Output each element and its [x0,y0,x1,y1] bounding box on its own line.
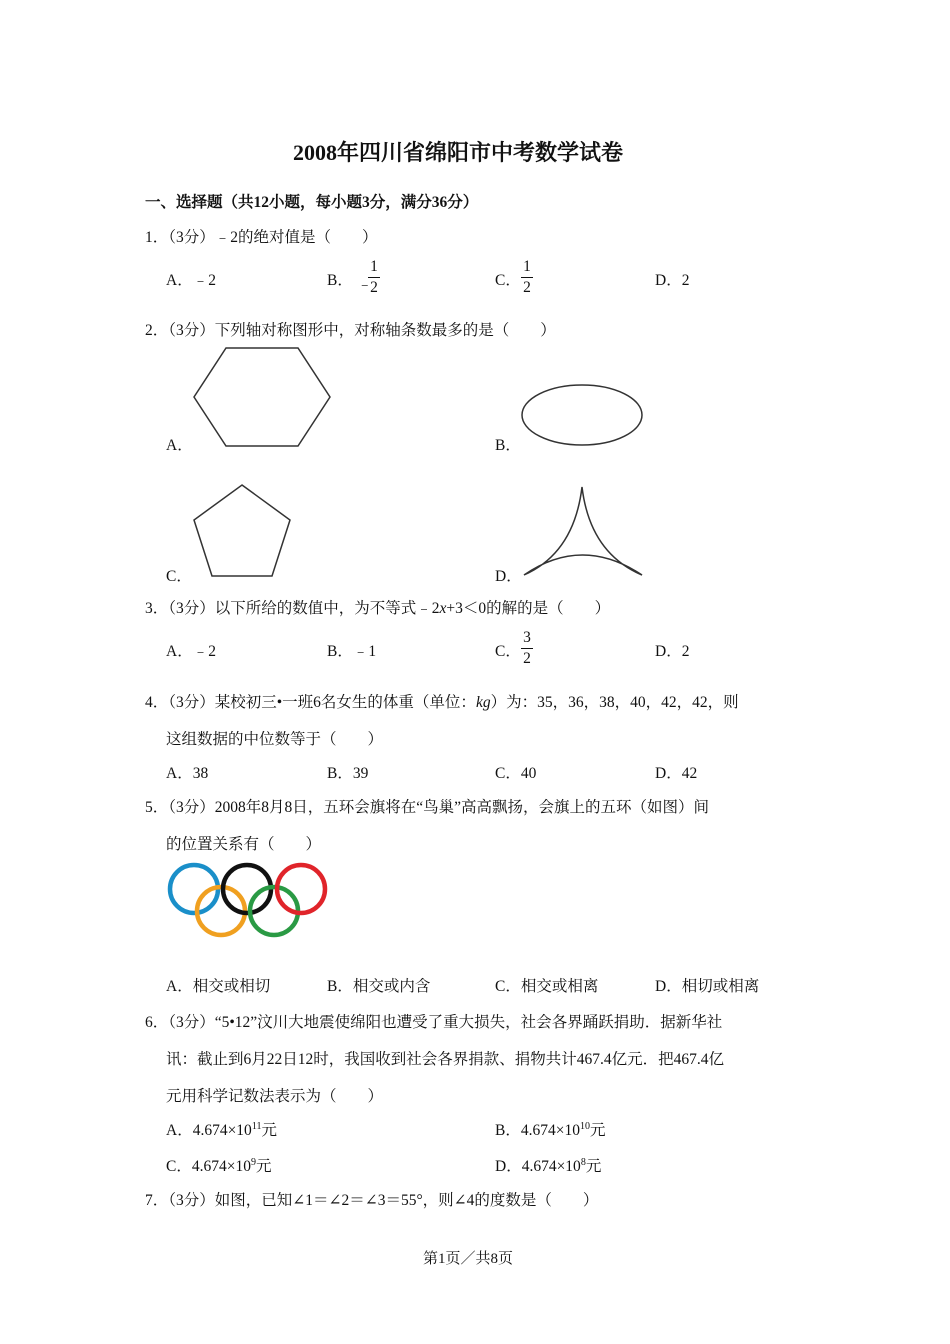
question-6-line-2: 讯：截止到6月22日12时，我国收到社会各界捐款、捐物共计467.4亿元．把467.4亿 [166,1051,725,1068]
q6-option-a[interactable] [166,1118,277,1140]
q1-option-b-sign: ﹣ [357,276,373,293]
pentagon-figure [190,482,295,582]
q6-option-b[interactable] [495,1118,605,1140]
q5-option-d[interactable]: D．相切或相离 [655,978,760,995]
q3-option-c-denominator: 2 [523,650,531,667]
q2-option-a[interactable]: A． [166,437,193,454]
q6-option-b-unit: 元 [589,1122,606,1139]
question-6-line-3: 元用科学记数法表示为（ ） [166,1088,384,1105]
q4-option-a[interactable]: A．38 [166,765,209,782]
q6-option-d-base: D．4.674×10 [495,1158,581,1175]
question-5-line-1: 5．（3分）2008年8月8日，五环会旗将在“鸟巢”高高飘扬，会旗上的五环（如图）间 [145,799,710,816]
q6-option-a-unit: 元 [261,1122,277,1139]
q1-option-b-denominator: 2 [370,279,378,296]
page-title: 2008年四川省绵阳市中考数学试卷 [293,140,624,165]
q4-option-c[interactable]: C．40 [495,765,537,782]
q2-option-b[interactable]: B． [495,437,521,454]
q2-option-c[interactable]: C． [166,568,192,585]
q6-option-b-exponent: 10 [579,1121,590,1132]
q1-option-c-numerator: 1 [523,258,531,275]
curved-triangle-figure [520,485,650,580]
q2-option-d[interactable]: D． [495,568,522,585]
section-heading: 一、选择题（共12小题，每小题3分，满分36分） [145,194,479,211]
q1-option-a[interactable]: A．﹣2 [166,272,216,289]
q1-option-b-fraction [357,258,380,297]
q6-option-c[interactable] [166,1154,271,1176]
q6-option-b-base: B．4.674×10 [495,1122,580,1139]
q1-option-c-label[interactable]: C． [495,272,521,289]
q6-option-d[interactable] [495,1154,601,1176]
q3-option-d[interactable]: D．2 [655,643,690,660]
q6-option-d-exponent: 8 [580,1157,586,1168]
question-4-line-1 [145,690,739,712]
q6-option-c-base: C．4.674×10 [166,1158,251,1175]
page-footer: 第1页／共8页 [423,1251,514,1267]
q4-line1-pre: 4．（3分）某校初三•一班6名女生的体重（单位： [145,694,476,711]
olympic-rings-figure [165,860,330,940]
q1-option-c-fraction [521,258,533,297]
q5-option-c[interactable]: C．相交或相离 [495,978,599,995]
q6-option-c-unit: 元 [255,1158,272,1175]
question-4-line-2: 这组数据的中位数等于（ ） [166,731,384,748]
question-6-line-1: 6．（3分）“5•12”汶川大地震使绵阳也遭受了重大损失，社会各界踊跃捐助．据新华社 [145,1014,723,1031]
q3-stem-post: +3＜0的解的是（ ） [446,600,611,617]
q3-option-c-label[interactable]: C． [495,643,521,660]
q3-option-b[interactable]: B．﹣1 [327,643,377,660]
q6-option-d-unit: 元 [585,1158,602,1175]
q3-stem-variable: x [439,600,447,617]
q6-option-a-base: A．4.674×10 [166,1122,252,1139]
q4-option-b[interactable]: B．39 [327,765,369,782]
ellipse-figure [520,383,645,448]
q5-option-a[interactable]: A．相交或相切 [166,978,271,995]
q4-line1-post: ）为：35，36，38，40，42，42，则 [490,694,739,711]
question-7-stem: 7．（3分）如图，已知∠1＝∠2＝∠3＝55°，则∠4的度数是（ ） [145,1192,599,1209]
q3-option-c-numerator: 3 [523,629,531,646]
q6-option-c-exponent: 9 [250,1157,256,1168]
q5-option-b[interactable]: B．相交或内含 [327,978,431,995]
q1-option-b-label[interactable]: B． [327,272,353,289]
q4-unit: kg [475,694,491,711]
question-2-stem: 2．（3分）下列轴对称图形中，对称轴条数最多的是（ ） [145,322,556,339]
q4-option-d[interactable]: D．42 [655,765,698,782]
hexagon-figure [190,345,335,450]
q1-option-c-denominator: 2 [523,279,531,296]
q3-option-a[interactable]: A．﹣2 [166,643,216,660]
question-1-stem: 1．（3分）﹣2的绝对值是（ ） [145,229,378,246]
question-5-line-2: 的位置关系有（ ） [166,836,322,853]
q6-option-a-exponent: 11 [251,1121,262,1132]
q3-stem-pre: 3．（3分）以下所给的数值中，为不等式﹣2 [145,600,440,617]
q1-option-d[interactable]: D．2 [655,272,690,289]
question-3-stem [145,596,610,618]
q3-option-c-fraction [521,629,533,668]
q1-option-b-numerator: 1 [370,258,378,275]
